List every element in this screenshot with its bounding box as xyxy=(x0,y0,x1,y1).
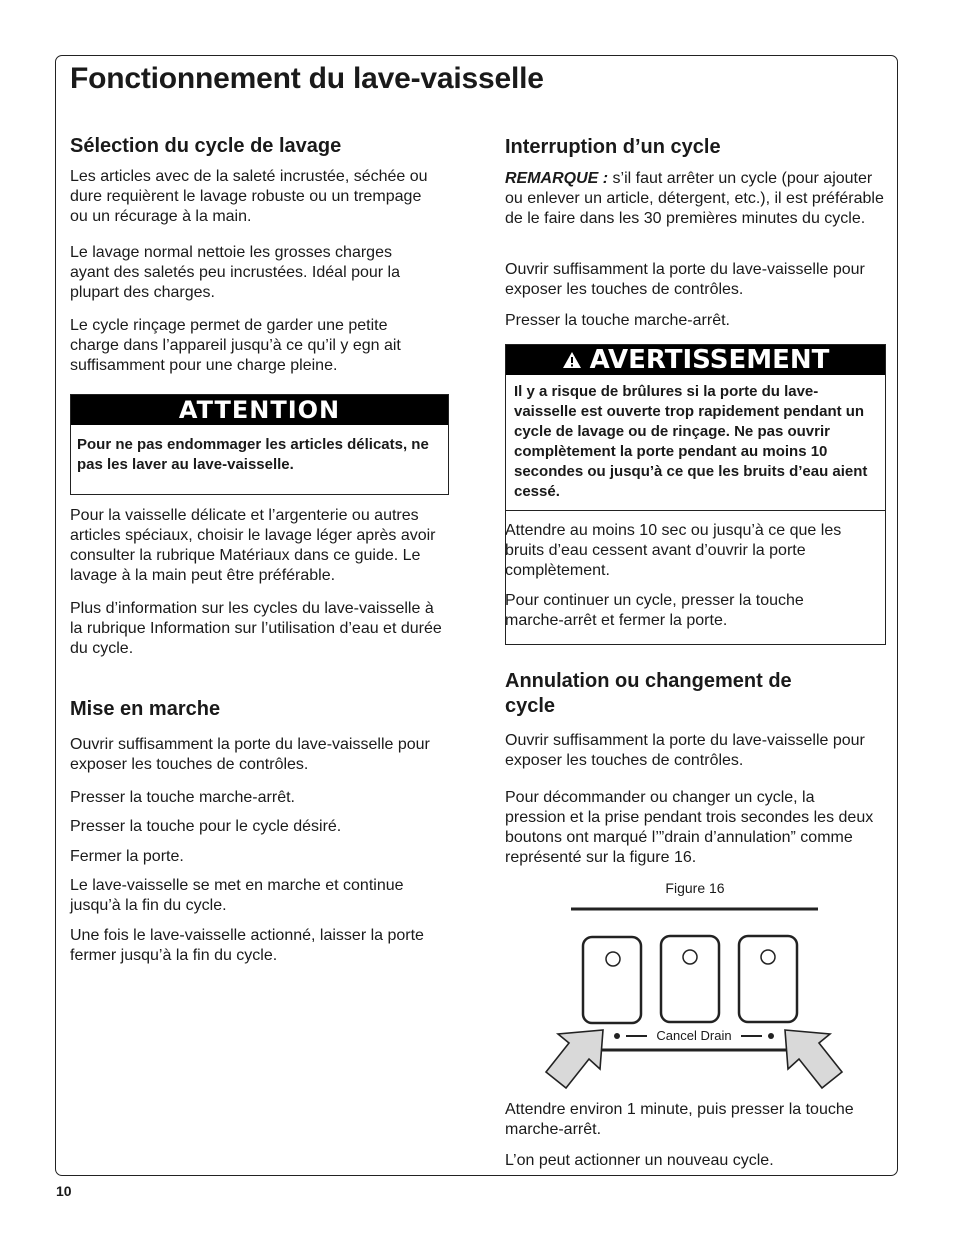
selection-paragraph-3: Le cycle rinçage permet de garder une petite charge dans l’appareil jusqu’à ce qu’il y egn ait suffisamment pour une charge pleine. xyxy=(70,317,401,374)
page-number: 10 xyxy=(56,1183,72,1199)
figure-caption: Figure 16 xyxy=(665,880,725,896)
selection-paragraph-2: Le lavage normal nettoie les grosses charges ayant des saletés peu incrustées. Idéal pour la plupart des charges. xyxy=(70,244,400,301)
interrupt-note xyxy=(505,169,889,229)
cancel-paragraph-3: Attendre environ 1 minute, puis presser la touche marche-arrêt. xyxy=(505,1101,854,1138)
control-panel-diagram xyxy=(540,878,860,1098)
button-left-led xyxy=(606,952,620,966)
note-label: REMARQUE : xyxy=(505,170,609,187)
page-title: Fonctionnement du lave-vaisselle xyxy=(70,62,544,95)
dot-left xyxy=(614,1033,620,1039)
attention-box xyxy=(70,394,449,495)
button-right-led xyxy=(761,950,775,964)
warning-label: AVERTISSEMENT xyxy=(589,345,830,375)
cycle-info-paragraph: Plus d’information sur les cycles du lave-vaisselle à la rubrique Information sur l’utilisation d’eau et durée du cycle. xyxy=(70,600,442,657)
button-middle-led xyxy=(683,950,697,964)
warning-triangle-icon xyxy=(562,351,582,369)
start-heading: Mise en marche xyxy=(70,698,221,720)
figure-16 xyxy=(540,878,860,1098)
cancel-paragraph-2: Pour décommander ou changer un cycle, la pression et la prise pendant trois secondes les deux boutons ont marqué l’”drain d’annulation” comme représenté sur la figure 16. xyxy=(505,789,874,866)
cancel-paragraph-4: L’on peut actionner un nouveau cycle. xyxy=(505,1152,774,1169)
warning-panel xyxy=(505,344,886,511)
start-paragraph-5: Le lave-vaisselle se met en marche et continue jusqu’à la fin du cycle. xyxy=(70,877,404,914)
button-middle xyxy=(661,936,719,1022)
interrupt-heading: Interruption d’un cycle xyxy=(505,136,721,158)
cancel-heading: Annulation ou changement de cycle xyxy=(505,670,792,717)
after-warning-paragraph-1: Attendre au moins 10 sec ou jusqu’à ce que les bruits d’eau cessent avant d’ouvrir la porte complètement. xyxy=(505,522,842,579)
cancel-drain-label: Cancel Drain xyxy=(651,1028,737,1043)
arrow-right-icon xyxy=(785,1030,842,1088)
selection-heading: Sélection du cycle de lavage xyxy=(70,135,342,157)
dot-right xyxy=(768,1033,774,1039)
button-right xyxy=(739,936,797,1022)
start-paragraph-3: Presser la touche pour le cycle désiré. xyxy=(70,818,342,835)
selection-paragraph-1: Les articles avec de la saleté incrustée, séchée ou dure requièrent le lavage robuste ou un trempage ou un récurage à la main. xyxy=(70,168,428,225)
start-paragraph-1: Ouvrir suffisamment la porte du lave-vaisselle pour exposer les touches de contrôles. xyxy=(70,736,430,773)
start-paragraph-2: Presser la touche marche-arrêt. xyxy=(70,789,295,806)
attention-text: Pour ne pas endommager les articles délicats, ne pas les laver au lave-vaisselle. xyxy=(77,436,429,473)
interrupt-paragraph-2: Presser la touche marche-arrêt. xyxy=(505,312,730,329)
warning-header xyxy=(506,345,885,375)
delicate-paragraph: Pour la vaisselle délicate et l’argenterie ou autres articles spéciaux, choisir le lavage léger après avoir consulter la rubrique Matériaux dans ce guide. Le lavage à la main peut être préférable. xyxy=(70,507,436,584)
start-paragraph-6: Une fois le lave-vaisselle actionné, laisser la porte fermer jusqu’à la fin du cycle. xyxy=(70,927,424,964)
warning-text: Il y a risque de brûlures si la porte du lave-vaisselle est ouverte trop rapidement pendant un cycle de lavage ou de rinçage. Ne pas ouvrir complètement la porte pendant au moins 10 secondes ou jusqu’à ce que les bruits d’eau aient cessé. xyxy=(514,383,868,500)
start-paragraph-4: Fermer la porte. xyxy=(70,848,184,865)
attention-label: ATTENTION xyxy=(71,395,448,425)
note-text: s’il faut arrêter un cycle (pour ajouter ou enlever un article, détergent, etc.), il est préférable de le faire dans les 30 premières minutes du cycle. xyxy=(505,170,884,227)
cancel-paragraph-1: Ouvrir suffisamment la porte du lave-vaisselle pour exposer les touches de contrôles. xyxy=(505,732,865,769)
after-warning-paragraph-2: Pour continuer un cycle, presser la touche marche-arrêt et fermer la porte. xyxy=(505,592,804,629)
button-left xyxy=(583,937,641,1023)
interrupt-paragraph-1: Ouvrir suffisamment la porte du lave-vaisselle pour exposer les touches de contrôles. xyxy=(505,261,865,298)
arrow-left-icon xyxy=(546,1030,603,1088)
